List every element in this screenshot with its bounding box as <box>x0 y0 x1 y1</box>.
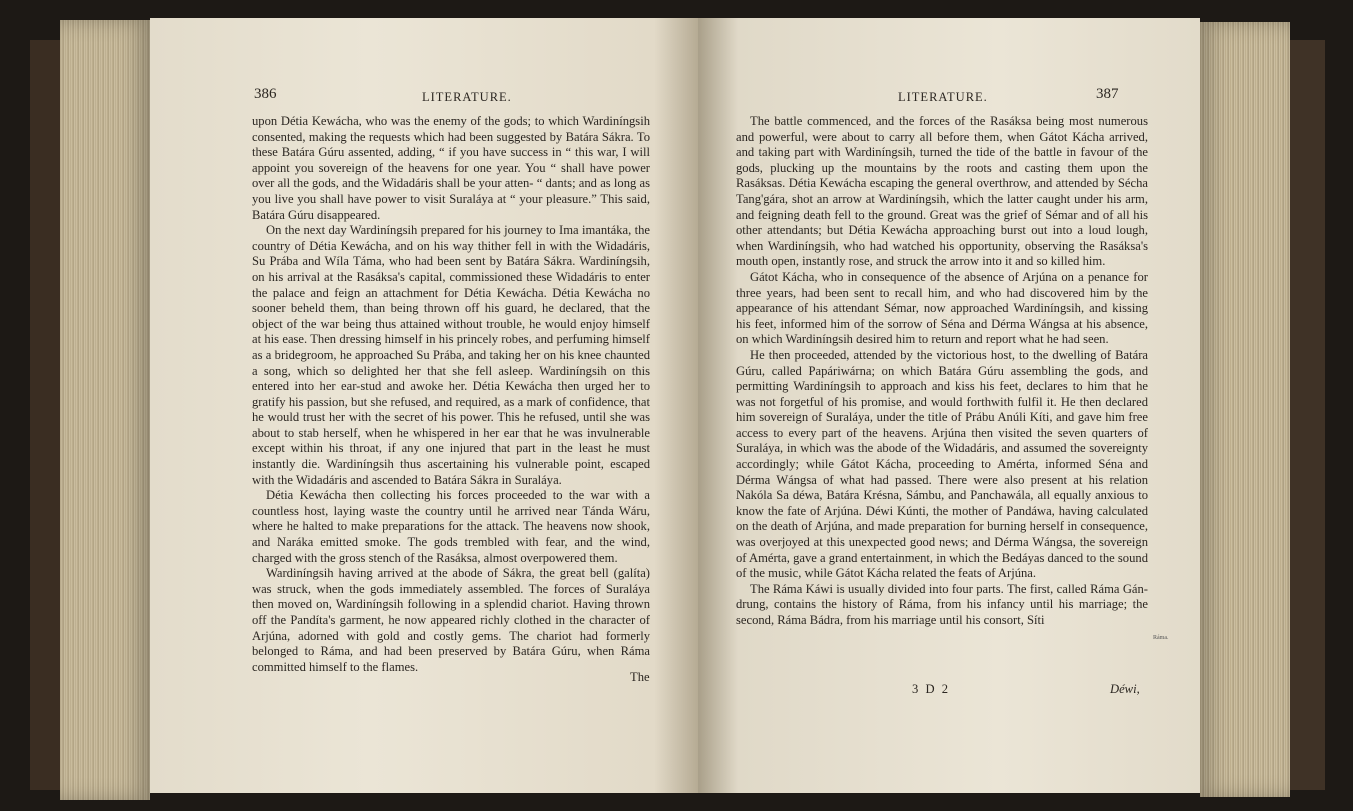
paragraph: Wardiníngsih having arrived at the abode of Sákra, the great bell (galíta) was struck, when the gods immediately assembled. The forces of Suraláya then moved on, Wardiníngsih following in a splendid chariot. Having thrown off the Pandíta's garment, he now appeared richly clothed in the character of Arjúna, adorned with gold and costly gems. The chariot had formerly belonged to Ráma, and had been preserved by Batára Gúru, when Ráma committed himself to the flames. <box>252 566 650 674</box>
paragraph: The Ráma Káwi is usually divided into four parts. The first, called Ráma Gán-drung, contains the history of Ráma, from his infancy until his marriage; the second, Ráma Bádra, from his marriage until his consort, Síti <box>736 581 1148 627</box>
page-number: 387 <box>1096 86 1119 102</box>
paragraph: upon Détia Kewácha, who was the enemy of the gods; to which Wardiníngsih consented, making the requests which had been suggested by Batára Sákra. To these Batára Gúru assented, adding, “ if you have success in “ this war, I will appoint you sovereign of the heavens for one year. You “ shall have power over all the gods, and the Widadáris shall be your atten- “ dants; and as long as you live you shall have power to visit Suraláya at “ your pleasure.” This said, Batára Gúru disappeared. <box>252 114 650 222</box>
running-head: LITERATURE. <box>898 90 988 104</box>
left-page <box>150 18 698 793</box>
right-page-text <box>736 114 1148 629</box>
catchword: The <box>630 670 650 684</box>
margin-note: Ráma. <box>1153 635 1169 641</box>
left-page-text <box>252 114 650 675</box>
paragraph: Gátot Kácha, who in consequence of the absence of Arjúna on a penance for three years, had been sent to recall him, and who had discovered him by the appearance of his attendant Sémar, now approached Wardiníngsih, and kissing his feet, informed him of the sorrow of Séna and Dérma Wángsa at his absence, on which Wardiníngsih desired him to return and report what he had seen. <box>736 269 1148 347</box>
signature-mark: 3 D 2 <box>912 682 950 696</box>
paragraph: On the next day Wardiníngsih prepared for his journey to Ima imantáka, the country of Détia Kewácha, and on his way thither fell in with the Widadáris, Su Prába and Wíla Táma, who had been sent by Batára Sákra. Wardiníngsih, on his arrival at the Rasáksa's capital, commissioned these Widadáris to enter the palace and feign an attachment for Détia Kewácha. Détia Kewácha no sooner beheld them, than being thrown off his guard, he declared, that the object of the war being thus attained without trouble, he would enjoy himself at his ease. Then dressing himself in his princely robes, and perfuming himself as a bridegroom, he approached Su Prába, and taking her on his knee chaunted a song, which so delighted her that she fell asleep. Wardiníngsih on this entered into her ear-stud and awoke her. Détia Kewácha then urged her to gratify his passion, but she refused, and required, as a mark of confidence, that he would trust her with the secret of his power. This he refused, until she was about to stab herself, when he whispered in her ear that he was invulnerable except within his throat, if any one injured that part in the least he must instantly die. Wardiníngsih thus ascertaining his vulnerable point, escaped with the Widadáris and ascended to Batára Sákra in Suraláya. <box>252 223 650 487</box>
running-head: LITERATURE. <box>422 90 512 104</box>
catchword: Déwi, <box>1110 682 1140 696</box>
paragraph: He then proceeded, attended by the victorious host, to the dwelling of Batára Gúru, called Papáriwárna; on which Batára Gúru assembling the gods, and permitting Wardiníngsih to approach and kiss his feet, declares to him that he was not forgetful of his promise, and would forthwith fulfil it. He then declared him sovereign of Suraláya, under the title of Prábu Anúli Kíti, and gave him free access to every part of the heavens. Arjúna then visited the seven quarters of Suraláya, in which was the abode of the Widadáris, and assumed the sovereignty accordingly; while Gátot Kácha, proceeding to Amérta, informed Séna and Dérma Wángsa of what had passed. There were also present at his relation Nakóla Sa déwa, Batára Krésna, Sámbu, and Panchawála, all equally anxious to know the fate of Arjúna. Déwi Kúnti, the mother of Pandáwa, having calculated on the death of Arjúna, and made preparation for burning herself in consequence, was overjoyed at this unexpected good news; and Dérma Wángsa, the sovereign of Amérta, gave a grand entertainment, in which the Bedáyas danced to the sound of the music, while Gátot Kácha related the feats of Arjúna. <box>736 347 1148 581</box>
page-edges-left <box>60 20 150 800</box>
paragraph: The battle commenced, and the forces of the Rasáksa being most numerous and powerful, were about to carry all before them, when Gátot Kácha arrived, and taking part with Wardiníngsih, turned the tide of the battle in favour of the gods, plucking up the mountains by the roots and casting them upon the Rasáksas. Détia Kewácha escaping the general overthrow, and attended by Sécha Tang'gára, shot an arrow at Wardiníngsih, which the latter caught under his arm, and feigning death fell to the ground. Great was the grief of Sémar and of all his other attendants; but Détia Kewácha approaching burst out into a loud lough, when Wardiníngsih, who had watched his opportunity, observing the Rasáksa's mouth open, instantly rose, and struck the arrow into it and so killed him. <box>736 114 1148 269</box>
page-edges-right <box>1200 22 1290 797</box>
right-page <box>698 18 1200 793</box>
paragraph: Détia Kewácha then collecting his forces proceeded to the war with a countless host, laying waste the country until he arrived near Tánda Wáru, where he halted to make preparations for the attack. The heavens now shook, and Naráka emitted smoke. The gods trembled with fear, and the wind, charged with the gross stench of the Rasáksa, almost overpowered them. <box>252 488 650 565</box>
page-number: 386 <box>254 86 277 102</box>
